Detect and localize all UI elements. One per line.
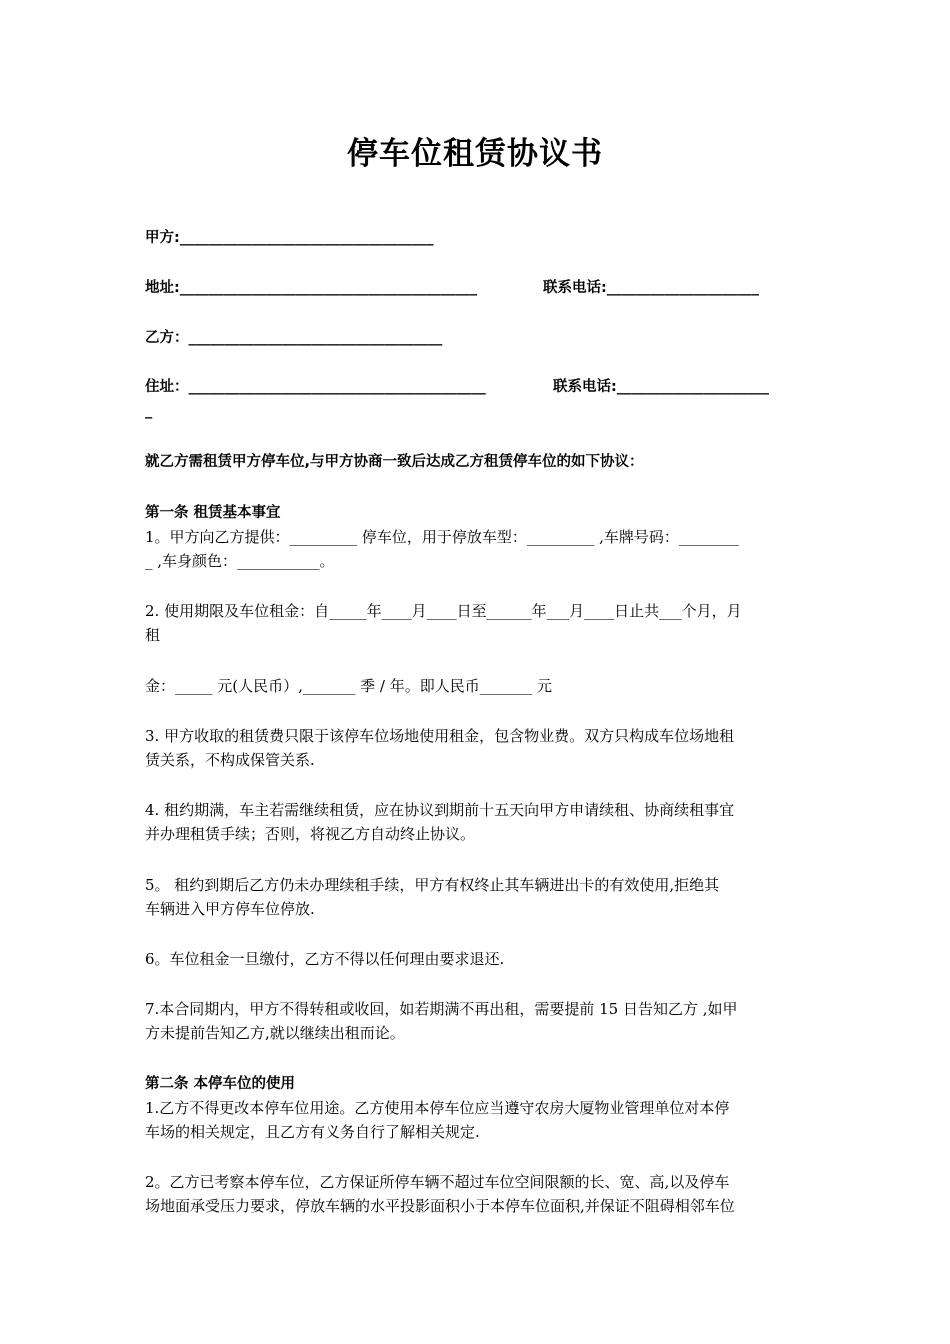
section-1-item-5: 5。 租约到期后乙方仍未办理续租手续，甲方有权终止其车辆进出卡的有效使用,拒绝其 (145, 876, 720, 894)
section-1-item-1-cont: _ ,车身颜色：___________。 (145, 552, 335, 570)
party-b-address-field (145, 375, 810, 399)
section-1-item-7: 7.本合同期内，甲方不得转租或收回，如若期满不再出租，需要提前 15 日告知乙方 ,如甲 (145, 1000, 738, 1018)
party-b-phone-wrap: _ (145, 403, 153, 419)
party-a-address: 地址:_________________________________________ (145, 280, 478, 296)
intro-paragraph: 就乙方需租赁甲方停车位,与甲方协商一致后达成乙方租赁停车位的如下协议： (145, 454, 644, 470)
party-b-address: 住址：_________________________________________ (145, 379, 486, 395)
section-1-item-2-cont: 租 (145, 626, 161, 644)
party-a-field: 甲方:___________________________________ (145, 230, 434, 246)
section-2-item-2-cont: 场地面承受压力要求，停放车辆的水平投影面积小于本停车位面积,并保证不阻碍相邻车位 (145, 1197, 735, 1215)
section-1-item-7-cont: 方未提前告知乙方,就以继续出租而论。 (145, 1024, 405, 1042)
section-1-item-3-cont: 赁关系，不构成保管关系. (145, 751, 315, 769)
section-1-heading: 第一条 租赁基本事宜 (145, 505, 281, 521)
party-b-field: 乙方：___________________________________ (145, 330, 443, 346)
party-a-phone: 联系电话:_____________________ (543, 280, 760, 296)
section-1-item-4: 4. 租约期满，车主若需继续租赁，应在协议到期前十五天向甲方申请续租、协商续租事宜 (145, 801, 735, 819)
section-2-item-1: 1.乙方不得更改本停车位用途。乙方使用本停车位应当遵守农房大厦物业管理单位对本停 (145, 1099, 730, 1117)
section-1-item-2-rent: 金：_____ 元(人民币）,_______ 季 / 年。即人民币_______ 元 (145, 677, 553, 695)
section-2-item-2: 2。乙方已考察本停车位，乙方保证所停车辆不超过车位空间限额的长、宽、高,以及停车 (145, 1173, 730, 1191)
section-1-item-3: 3. 甲方收取的租赁费只限于该停车位场地使用租金，包含物业费。双方只构成车位场地租 (145, 727, 735, 745)
section-1-item-5-cont: 车辆进入甲方停车位停放. (145, 900, 315, 918)
section-1-item-4-cont: 并办理租赁手续；否则，将视乙方自动终止协议。 (145, 825, 476, 843)
section-1-item-1: 1。甲方向乙方提供：_________ 停车位，用于停放车型：_________ ,车牌号码：________ (145, 528, 739, 546)
party-b-phone: 联系电话:_____________________ (553, 379, 770, 395)
section-1-item-2: 2. 使用期限及车位租金：自_____年____月____日至______年___月____日止共___个月，月 (145, 602, 742, 620)
section-1-item-6: 6。车位租金一旦缴付，乙方不得以任何理由要求退还. (145, 950, 505, 968)
document-title: 停车位租赁协议书 (347, 136, 603, 172)
section-2-heading: 第二条 本停车位的使用 (145, 1076, 296, 1092)
party-a-address-field (145, 276, 810, 300)
section-2-item-1-cont: 车场的相关规定，且乙方有义务自行了解相关规定. (145, 1123, 480, 1141)
